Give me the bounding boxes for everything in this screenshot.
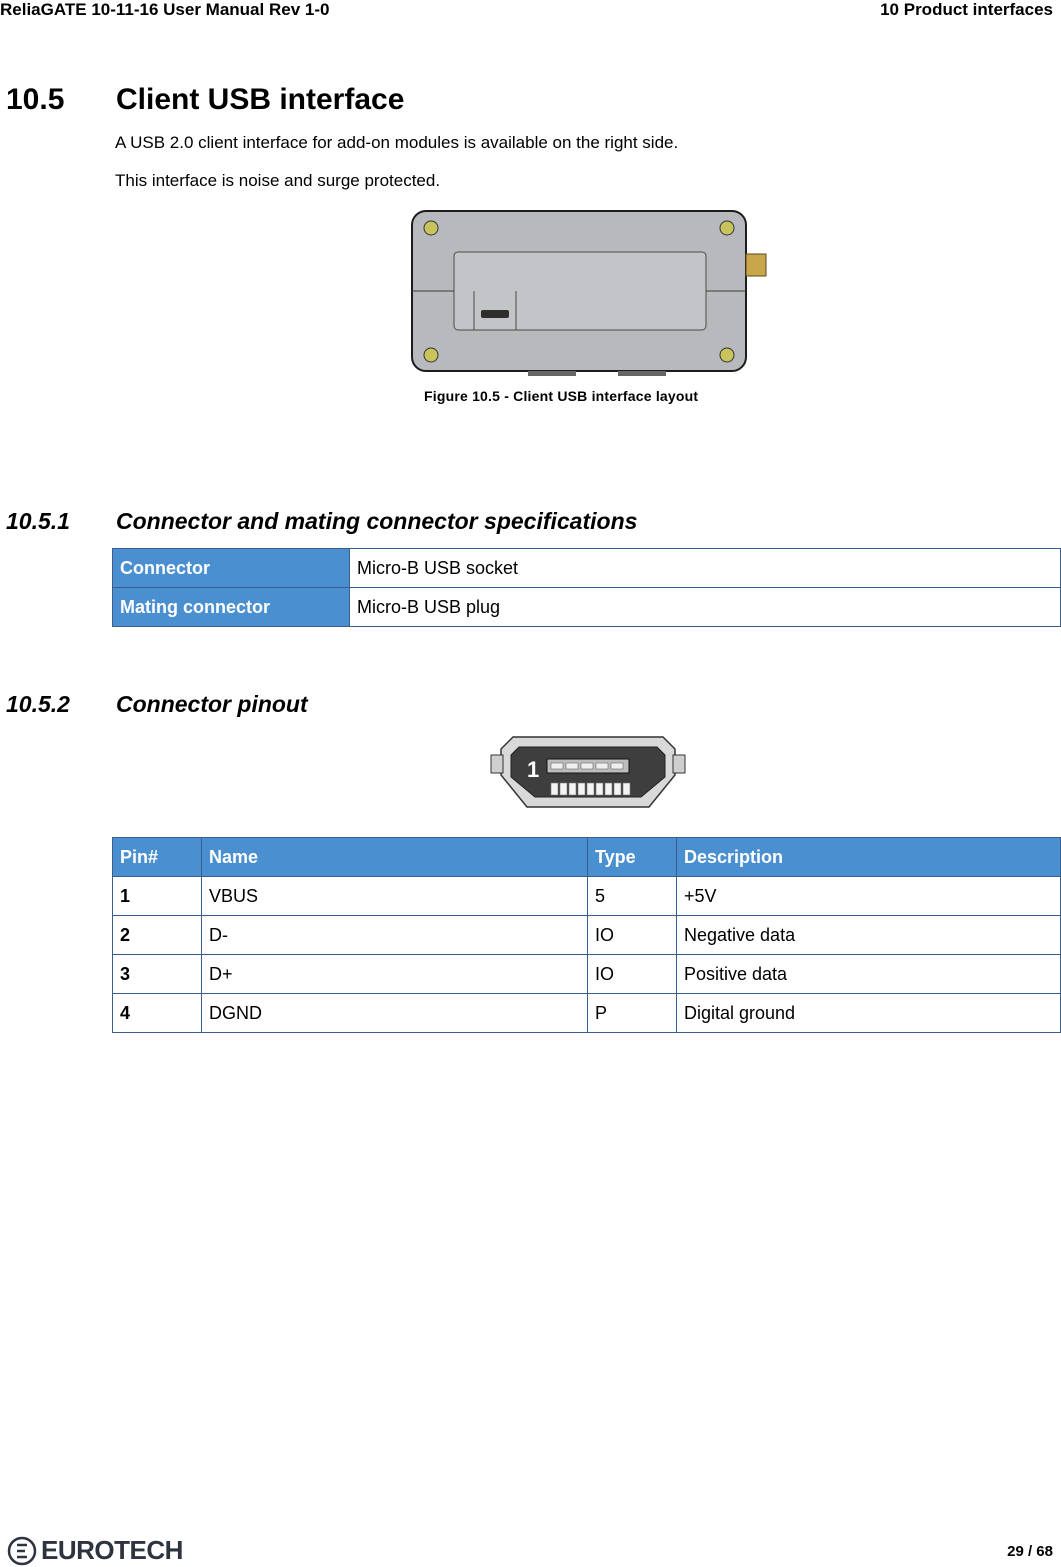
pin-type: IO [588,955,677,994]
antenna-connector [746,254,766,276]
micro-usb-port [481,310,509,318]
table-row [113,549,1061,588]
eurotech-logo-icon [7,1536,37,1566]
pin-description: +5V [677,877,1061,916]
pin-description: Negative data [677,916,1061,955]
section-title: Client USB interface [116,83,405,116]
section-heading [6,83,404,117]
pin-description: Digital ground [677,994,1061,1033]
pin-name: VBUS [202,877,588,916]
device-side-figure [408,207,770,377]
pin-type: IO [588,916,677,955]
header-chapter: 10 Product interfaces [880,0,1053,19]
micro-usb-connector-figure [489,735,687,813]
spec-value: Micro-B USB plug [350,588,1061,627]
connector-spec-table [112,548,1061,627]
column-header-description: Description [677,838,1061,877]
column-header-name: Name [202,838,588,877]
subsection-heading-specs [6,508,637,535]
header-title: ReliaGATE 10-11-16 User Manual Rev 1-0 [0,0,330,19]
pin-name: DGND [202,994,588,1033]
figure-caption: Figure 10.5 - Client USB interface layout [424,388,699,404]
pin-number: 3 [113,955,202,994]
pin-description: Positive data [677,955,1061,994]
subsection-number: 10.5.2 [6,691,70,717]
pin-number: 1 [113,877,202,916]
subsection-number: 10.5.1 [6,508,70,534]
column-header-pin: Pin# [113,838,202,877]
table-row [113,916,1061,955]
pin-type: P [588,994,677,1033]
spec-key: Connector [113,549,350,588]
pin-one-label: 1 [527,757,540,782]
pin-number: 2 [113,916,202,955]
section-number: 10.5 [6,83,65,116]
spec-value: Micro-B USB socket [350,549,1061,588]
pin-number: 4 [113,994,202,1033]
table-row [113,955,1061,994]
brand-name: EUROTECH [41,1535,183,1565]
pin-type: 5 [588,877,677,916]
table-row [113,588,1061,627]
eurotech-logo [7,1535,183,1566]
table-row [113,877,1061,916]
table-row [113,994,1061,1033]
subsection-heading-pinout [6,691,308,718]
column-header-type: Type [588,838,677,877]
pin-name: D+ [202,955,588,994]
table-header-row [113,838,1061,877]
page-number: 29 / 68 [1007,1543,1053,1560]
spec-key: Mating connector [113,588,350,627]
protection-paragraph: This interface is noise and surge protected. [115,171,441,190]
pinout-table [112,837,1061,1033]
subsection-title: Connector pinout [116,691,308,717]
pin-name: D- [202,916,588,955]
intro-paragraph: A USB 2.0 client interface for add-on modules is available on the right side. [115,133,679,152]
subsection-title: Connector and mating connector specifications [116,508,638,534]
